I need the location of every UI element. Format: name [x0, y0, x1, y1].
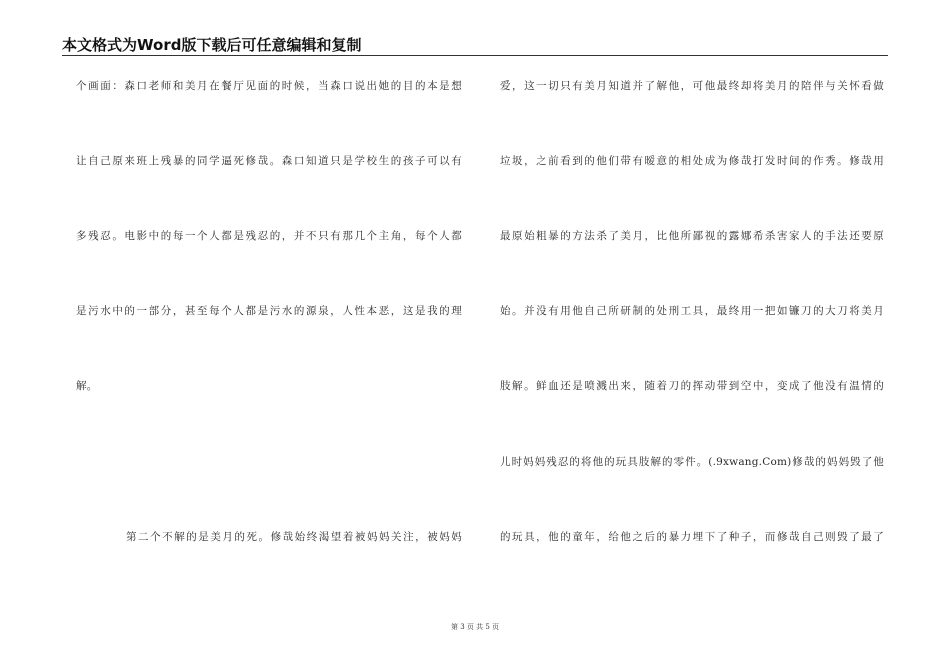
right-text-line: 始。并没有用他自己所研制的处刑工具，最终用一把如镰刀的大刀将美月 — [500, 305, 884, 317]
page-number-footer: 第 3 页 共 5 页 — [450, 623, 500, 631]
right-text-line: 爱，这一切只有美月知道并了解他，可他最终却将美月的陪伴与关怀看做 — [500, 80, 884, 92]
right-text-line: 儿时妈妈残忍的将他的玩具肢解的零件。(.9xwang.Com)修哉的妈妈毁了他 — [500, 456, 884, 468]
left-text-line: 是污水中的一部分，甚至每个人都是污水的源泉，人性本恶，这是我的理 — [76, 305, 462, 317]
right-text-line: 肢解。鲜血还是喷溅出来，随着刀的挥动带到空中，变成了他没有温情的 — [500, 380, 884, 392]
left-text-line: 解。 — [76, 380, 98, 392]
left-text-line: 个画面：森口老师和美月在餐厅见面的时候，当森口说出她的目的本是想 — [76, 80, 462, 92]
right-text-line: 的玩具，他的童年，给他之后的暴力埋下了种子，而修哉自己则毁了最了 — [500, 531, 884, 543]
left-text-line: 让自己原来班上残暴的同学逼死修哉。森口知道只是学校生的孩子可以有 — [76, 155, 462, 167]
left-text-line: 多残忍。电影中的每一个人都是残忍的，并不只有那几个主角，每个人都 — [76, 230, 462, 242]
document-header-title: 本文格式为Word版下载后可任意编辑和复制 — [62, 36, 362, 54]
right-text-line: 最原始粗暴的方法杀了美月，比他所鄙视的露娜希杀害家人的手法还要原 — [500, 230, 884, 242]
right-text-line: 垃圾，之前看到的他们带有暧意的相处成为修哉打发时间的作秀。修哉用 — [500, 155, 884, 167]
left-paragraph-first-line: 第二个不解的是美月的死。修哉始终渴望着被妈妈关注，被妈妈 — [126, 531, 462, 543]
header-divider — [62, 55, 888, 56]
